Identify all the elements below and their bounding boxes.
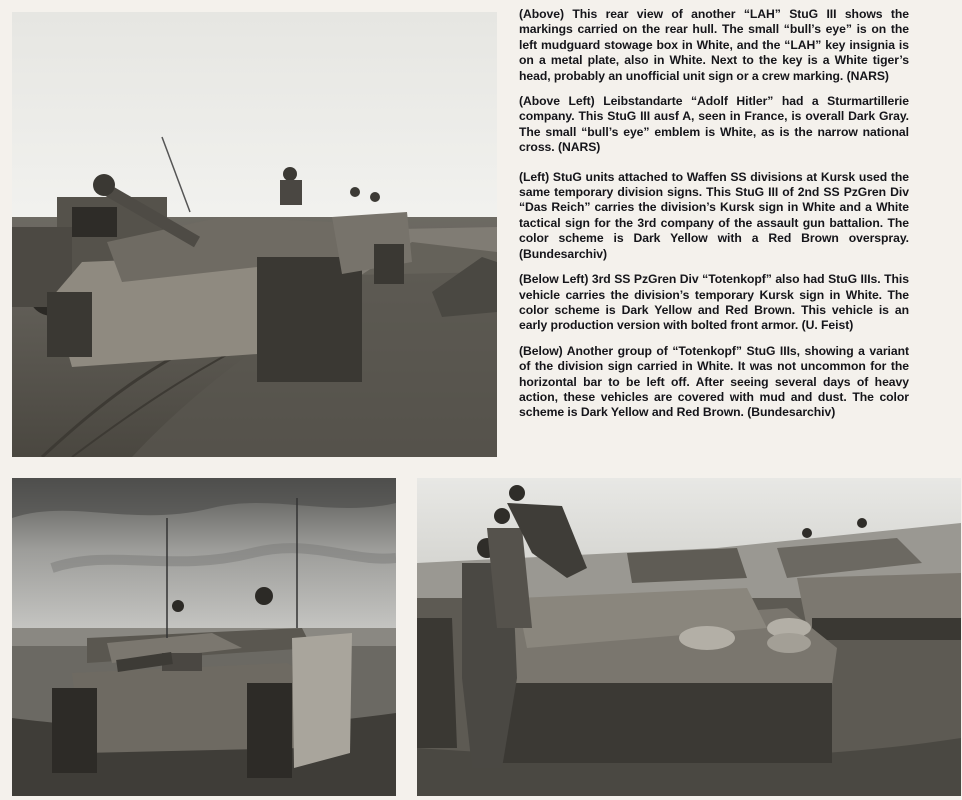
caption-column xyxy=(519,7,909,431)
stug-column-photo xyxy=(12,12,497,457)
caption-below-left: (Below Left) 3rd SS PzGren Div “Totenkopf” also had StuG IIIs. This vehicle carries the division’s temporary Kursk sign in White. The color scheme is Dark Yellow and Red Brown. This vehicle is an early production version with bolted front armor. (U. Feist) xyxy=(519,272,909,333)
stug-crew-photo xyxy=(417,478,961,796)
caption-above: (Above) This rear view of another “LAH” StuG III shows the markings carried on the rear hull. The small “bull’s eye” is on the left mudguard stowage box in White, and the “LAH” key insignia is on a metal plate, also in White. Next to the key is a White tiger’s head, probably an unofficial unit sign or a crew marking. (NARS) xyxy=(519,7,909,83)
caption-above-left: (Above Left) Leibstandarte “Adolf Hitler” had a Sturmartillerie company. This StuG III ausf A, seen in France, is overall Dark Gray. The small “bull’s eye” emblem is White, as is the narrow national cross. (NARS) xyxy=(519,94,909,155)
caption-left: (Left) StuG units attached to Waffen SS divisions at Kursk used the same temporary division signs. This StuG III of 2nd SS PzGren Div “Das Reich” carries the division’s Kursk sign in White and a White tactical sign for the 3rd company of the assault gun battalion. The color scheme is Dark Yellow with a Red Brown overspray. (Bundesarchiv) xyxy=(519,169,909,261)
caption-below: (Below) Another group of “Totenkopf” StuG IIIs, showing a variant of the division sign carried in White. It was not uncommon for the horizontal bar to be left off. After seeing several days of heavy action, these vehicles are covered with mud and dust. The color scheme is Dark Yellow and Red Brown. (Bundesarchiv) xyxy=(519,343,909,420)
stug-field-photo xyxy=(12,478,396,796)
